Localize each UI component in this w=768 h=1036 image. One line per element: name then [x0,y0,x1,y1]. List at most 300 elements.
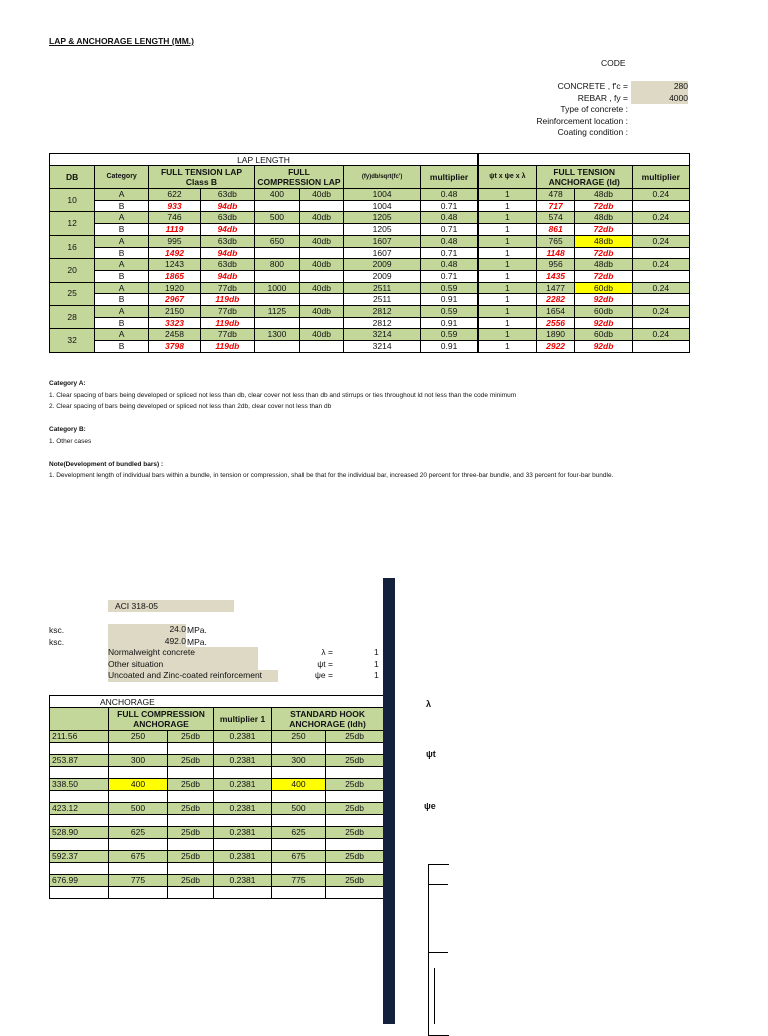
psi-t-value: 1 [374,659,379,669]
table-cell: 775 [272,875,326,887]
table-cell: 63db [200,259,254,271]
table-row [50,235,690,247]
table-cell [632,200,689,212]
cat-a-title: Category A: [49,380,86,387]
table-row [50,247,690,259]
table-cell: 0.2381 [214,875,272,887]
table-cell: 0.24 [632,235,689,247]
empty-cell [326,839,384,851]
cat-a-note-2: 2. Clear spacing of bars being developed or spliced not less than 2db, clear cover not less than db [49,403,332,410]
db-cell: 16 [50,235,95,258]
empty-cell [50,767,109,779]
table-cell: 1654 [536,306,575,318]
table-cell [300,341,344,353]
table-cell: 25db [168,731,214,743]
table-cell: 861 [536,224,575,236]
table-cell: 1 [478,294,536,306]
rebar-fy-cell[interactable]: 4000 [631,93,688,105]
empty-cell [109,815,168,827]
table-cell: 2511 [344,282,421,294]
table-cell: 775 [109,875,168,887]
table-cell: 0.2381 [214,803,272,815]
table-cell [254,247,299,259]
empty-cell [168,863,214,875]
table-cell: 0.59 [421,306,478,318]
empty-cell [272,839,326,851]
table-cell: 1607 [344,235,421,247]
table-cell [632,224,689,236]
table-cell: 338.50 [50,779,109,791]
empty-cell [326,743,384,755]
code-label: CODE [601,58,626,68]
table-cell: 650 [254,235,299,247]
table-row [50,827,384,839]
cat-a-note-1: 1. Clear spacing of bars being developed or spliced not less than db, clear cover not less than db and stirrups or ties throughout ld not less than the code minimum [49,391,517,399]
table-cell: 72db [575,200,632,212]
table-cell: 1243 [149,259,201,271]
table-cell [632,270,689,282]
table-cell: 800 [254,259,299,271]
empty-cell [50,887,109,899]
spacer-row [50,815,384,827]
col-blank [50,708,109,731]
table-cell: 1125 [254,306,299,318]
table-cell: 1 [478,306,536,318]
concrete-type-cell[interactable]: Normalweight concrete [108,647,258,659]
table-cell: A [95,235,149,247]
notes [49,378,749,482]
table-cell: 60db [575,306,632,318]
table-cell: 1119 [149,224,201,236]
unit-ksc: ksc. [49,625,65,635]
empty-cell [50,815,109,827]
param-value[interactable] [631,104,688,116]
table-cell: 25db [326,731,384,743]
col-multiplier: multiplier [421,166,478,189]
table-cell: 0.24 [632,282,689,294]
table-cell: 1 [478,189,536,201]
bundle-title: Note(Development of bundled bars) : [49,460,164,468]
empty-cell [50,863,109,875]
table-cell: 1 [478,235,536,247]
table-cell: 250 [272,731,326,743]
table-cell: A [95,212,149,224]
table-cell [300,200,344,212]
table-cell: 0.48 [421,189,478,201]
table-cell: 48db [575,235,632,247]
spacer-row [50,791,384,803]
table-cell: 25db [168,779,214,791]
lap-length-table [49,153,690,353]
table-cell: 423.12 [50,803,109,815]
table-row [50,189,690,201]
table-cell: 2922 [536,341,575,353]
partial-table-line [428,952,448,953]
table-cell: 933 [149,200,201,212]
lambda-symbol: λ = [321,647,333,657]
param-label: Type of concrete : [560,104,628,114]
table-cell [254,224,299,236]
col-tension-anchorage: FULL TENSION ANCHORAGE (ld) [536,166,632,189]
param-label: REBAR , fy = [577,92,628,103]
table-cell: 1004 [344,189,421,201]
table-cell: 625 [272,827,326,839]
col-category: Category [95,166,149,189]
table-cell: 717 [536,200,575,212]
param-label: Coating condition : [557,127,628,137]
table-cell: 253.87 [50,755,109,767]
col-tension-lap: FULL TENSION LAP Class B [149,166,255,189]
col-multiplier-2: multiplier [632,166,689,189]
empty-cell [168,887,214,899]
col-compression-lap: FULL COMPRESSION LAP [254,166,343,189]
lambda-value: 1 [374,647,379,657]
table-cell: A [95,329,149,341]
empty-cell [168,767,214,779]
table-cell [300,317,344,329]
table-cell [632,294,689,306]
empty-cell [109,743,168,755]
empty-cell [109,863,168,875]
table-row [50,803,384,815]
table-cell: B [95,317,149,329]
table-cell: 0.24 [632,212,689,224]
table-cell: 1 [478,224,536,236]
psi-t-label: ψt [426,749,436,759]
table-cell: 1300 [254,329,299,341]
table-row [50,755,384,767]
anchorage-header: ANCHORAGE [50,696,384,708]
cat-b-note-1: 1. Other cases [49,437,92,445]
unit-mpa: MPa. [187,625,207,635]
table-cell: 1492 [149,247,201,259]
empty-cell [168,839,214,851]
empty-cell [109,839,168,851]
table-cell: A [95,259,149,271]
partial-table-line [428,884,448,885]
spacer-row [50,743,384,755]
table-cell: 956 [536,259,575,271]
table-cell: 622 [149,189,201,201]
table-cell: 92db [575,317,632,329]
table-cell: 48db [575,212,632,224]
table-cell: 528.90 [50,827,109,839]
empty-cell [326,767,384,779]
table-cell: 25db [168,851,214,863]
bundle-note-1: 1. Development length of individual bars within a bundle, in tension or compression, shall be that for the individual bar, increased 20 percent for three-bar bundle, and 33 percent for four-bar bundle. [49,472,614,479]
table-cell: A [95,306,149,318]
coating-cell[interactable]: Uncoated and Zinc-coated reinforcement [108,670,278,682]
empty-cell [50,839,109,851]
table-cell: 25db [326,875,384,887]
psi-t-symbol: ψt = [317,659,333,669]
table-cell: 0.2381 [214,851,272,863]
col-compression-anchorage: FULL COMPRESSION ANCHORAGE [109,708,214,731]
table-row [50,731,384,743]
table-cell [254,341,299,353]
table-cell: 0.59 [421,282,478,294]
table-cell [300,270,344,282]
table-cell [300,294,344,306]
empty-cell [326,863,384,875]
empty-cell [50,791,109,803]
col-db: DB [50,166,95,189]
table-cell [632,317,689,329]
table-cell: 1920 [149,282,201,294]
empty-cell [214,887,272,899]
table-cell: 0.71 [421,224,478,236]
table-cell: 40db [300,306,344,318]
empty-cell [326,887,384,899]
table-row [50,212,690,224]
location-cell[interactable]: Other situation [108,659,258,671]
table-cell: 25db [168,875,214,887]
table-cell: 574 [536,212,575,224]
table-cell: 0.71 [421,200,478,212]
table-row [50,875,384,887]
table-cell: 250 [109,731,168,743]
table-cell: 2556 [536,317,575,329]
partial-table-col [434,968,449,1024]
table-cell: 1 [478,329,536,341]
db-cell: 28 [50,306,95,329]
table-cell: 0.24 [632,189,689,201]
table-cell: 2458 [149,329,201,341]
divider-bar [383,578,395,1024]
table-cell: 0.24 [632,259,689,271]
table-cell: 0.91 [421,317,478,329]
table-cell: 94db [200,224,254,236]
table-cell: 119db [200,294,254,306]
table-cell: 40db [300,235,344,247]
table-cell: 77db [200,329,254,341]
param-label: Reinforcement location : [536,115,628,126]
table-cell: 63db [200,212,254,224]
db-cell: 25 [50,282,95,305]
empty-cell [272,791,326,803]
empty-cell [214,791,272,803]
spacer-row [50,863,384,875]
unit-ksc: ksc. [49,637,65,647]
param-row [470,93,688,105]
empty-cell [50,743,109,755]
table-cell: 400 [109,779,168,791]
table-cell: 676.99 [50,875,109,887]
empty-cell [109,791,168,803]
table-cell [300,247,344,259]
table-cell: 25db [326,755,384,767]
table-cell: 0.71 [421,270,478,282]
table-cell: A [95,282,149,294]
table-row [50,270,690,282]
table-cell: 1 [478,282,536,294]
param-value[interactable] [631,127,688,139]
param-value[interactable] [631,116,688,128]
table-cell: 25db [326,851,384,863]
fy-mpa-cell[interactable]: 492.0 [108,636,186,648]
table-cell: 3214 [344,329,421,341]
table-cell: 0.2381 [214,779,272,791]
table-cell: 40db [300,189,344,201]
table-cell: 2812 [344,306,421,318]
psi-e-value: 1 [374,670,379,680]
table-row [50,851,384,863]
table-cell: 995 [149,235,201,247]
table-row [50,341,690,353]
page-title: LAP & ANCHORAGE LENGTH (MM.) [49,36,194,46]
table-cell: 25db [168,827,214,839]
table-cell: 1477 [536,282,575,294]
table-cell: B [95,294,149,306]
table-cell: 72db [575,270,632,282]
table-cell: 1148 [536,247,575,259]
empty-cell [109,767,168,779]
table-cell: 1 [478,200,536,212]
table-cell: 746 [149,212,201,224]
spacer-row [50,839,384,851]
empty-cell [168,815,214,827]
table-cell: 48db [575,259,632,271]
cat-b-title: Category B: [49,426,86,433]
table-cell: 211.56 [50,731,109,743]
table-cell: 1000 [254,282,299,294]
table-cell: 0.2381 [214,827,272,839]
table-cell: 0.24 [632,306,689,318]
table-cell: 0.48 [421,212,478,224]
empty-cell [168,743,214,755]
table-row [50,294,690,306]
db-cell: 32 [50,329,95,352]
fc-mpa-cell[interactable]: 24.0 [108,624,186,636]
table-cell: 0.2381 [214,731,272,743]
table-cell: 1205 [344,212,421,224]
spacer-row [50,767,384,779]
empty-cell [272,863,326,875]
table-cell: B [95,200,149,212]
table-cell: 675 [109,851,168,863]
table-cell: 1004 [344,200,421,212]
col-hook-anchorage: STANDARD HOOK ANCHORAGE (ldh) [272,708,384,731]
param-label: CONCRETE , f'c = [557,81,628,91]
table-cell: 0.71 [421,247,478,259]
table-cell: 1 [478,341,536,353]
table-cell: 92db [575,294,632,306]
table-cell: 1435 [536,270,575,282]
param-row [470,81,688,93]
table-cell: 0.91 [421,341,478,353]
param-row [470,127,688,139]
table-cell: 60db [575,282,632,294]
empty-cell [214,863,272,875]
table-cell: 25db [326,827,384,839]
table-cell: B [95,247,149,259]
table-cell: B [95,224,149,236]
table-cell [254,270,299,282]
table-cell: 0.48 [421,259,478,271]
db-cell: 20 [50,259,95,282]
table-cell: 94db [200,200,254,212]
table-cell: 2967 [149,294,201,306]
table-cell: 765 [536,235,575,247]
table-cell [254,200,299,212]
table-cell: 625 [109,827,168,839]
table-cell: B [95,341,149,353]
table-cell: 77db [200,282,254,294]
parameters-panel [470,81,688,139]
anchorage-table [49,695,384,899]
table-cell: 63db [200,235,254,247]
table-row [50,329,690,341]
table-cell: 2009 [344,259,421,271]
table-cell: 0.24 [632,329,689,341]
table-cell: 2150 [149,306,201,318]
lap-length-header: LAP LENGTH [50,154,478,166]
table-cell: 400 [272,779,326,791]
table-cell: B [95,270,149,282]
table-cell [632,341,689,353]
table-row [50,779,384,791]
empty-cell [214,767,272,779]
psi-e-label: ψe [424,801,436,811]
table-cell: 1607 [344,247,421,259]
table-cell: 94db [200,270,254,282]
table-cell: 0.91 [421,294,478,306]
empty-cell [272,767,326,779]
table-cell: 3323 [149,317,201,329]
table-cell [300,224,344,236]
table-row [50,317,690,329]
table-cell: 500 [254,212,299,224]
table-cell: 1865 [149,270,201,282]
table-cell [632,247,689,259]
table-cell: 2511 [344,294,421,306]
table-cell: 300 [109,755,168,767]
table-cell: 3214 [344,341,421,353]
param-row [470,116,688,128]
empty-cell [214,815,272,827]
table-cell: 63db [200,189,254,201]
code-name-cell[interactable]: ACI 318-05 [108,600,234,612]
table-cell: 25db [326,779,384,791]
table-cell: 1890 [536,329,575,341]
psi-e-symbol: ψe = [314,670,333,680]
unit-mpa: MPa. [187,637,207,647]
table-cell: 72db [575,224,632,236]
empty-cell [272,743,326,755]
table-row [50,306,690,318]
table-cell: 2812 [344,317,421,329]
table-cell: 25db [168,755,214,767]
table-cell: 119db [200,317,254,329]
table-cell: 1 [478,270,536,282]
table-cell: 0.48 [421,235,478,247]
table-cell: 0.2381 [214,755,272,767]
table-cell: 2009 [344,270,421,282]
empty-cell [168,791,214,803]
table-cell: 300 [272,755,326,767]
empty-cell [109,887,168,899]
empty-cell [326,791,384,803]
concrete-fc-cell[interactable]: 280 [631,81,688,93]
empty-cell [326,815,384,827]
table-row [50,200,690,212]
table-cell: 72db [575,247,632,259]
table-cell: 40db [300,259,344,271]
table-cell: 77db [200,306,254,318]
table-cell: 1 [478,317,536,329]
table-cell: 1205 [344,224,421,236]
table-cell: 94db [200,247,254,259]
